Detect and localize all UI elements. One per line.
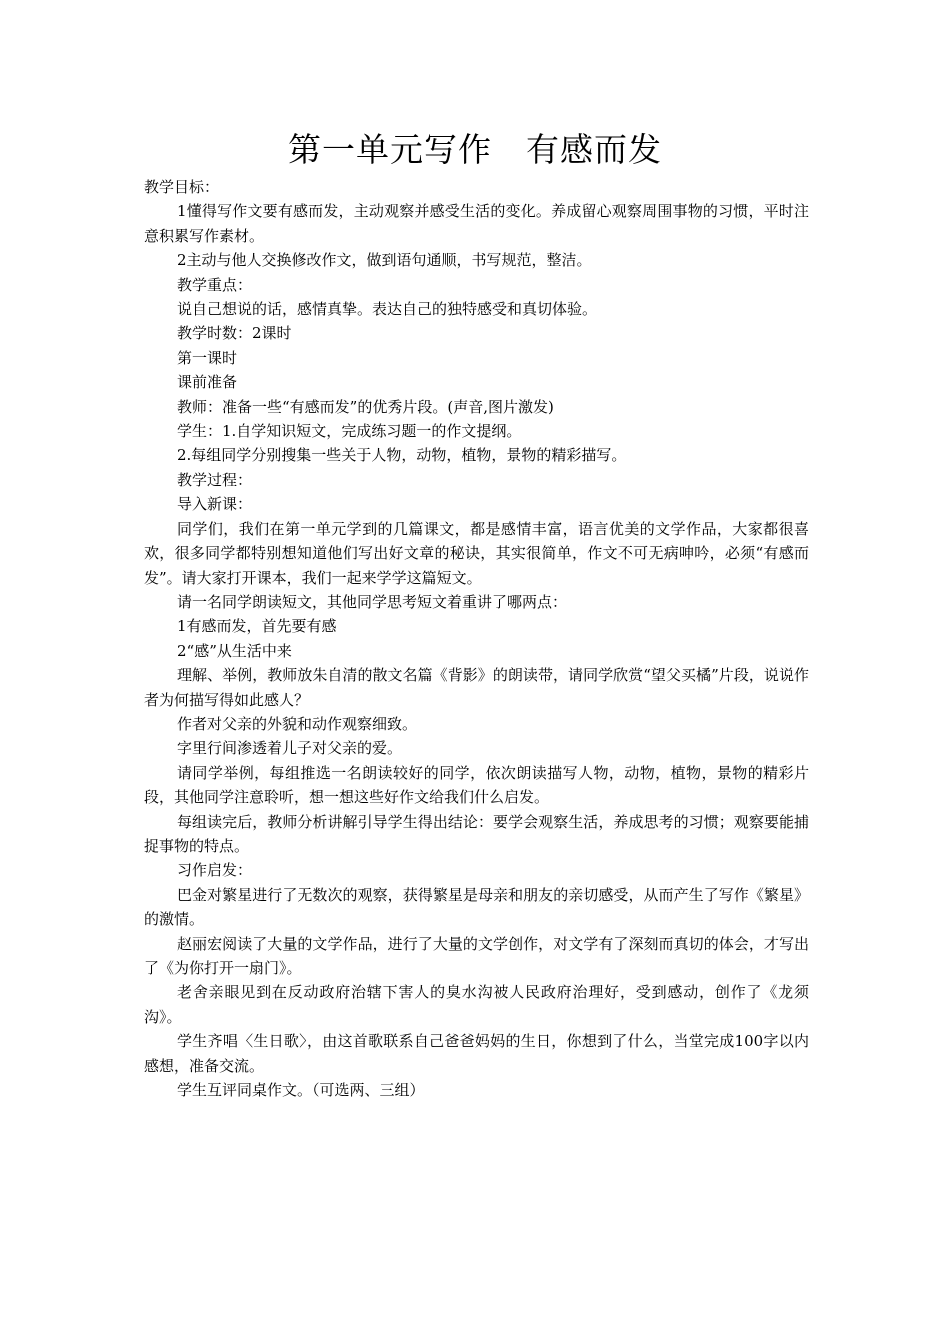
- paragraph: 理解、举例，教师放朱自清的散文名篇《背影》的朗读带，请同学欣赏“望父买橘”片段，说说作者为何描写得如此感人？: [144, 666, 809, 709]
- paragraph: 学生齐唱〈生日歌〉，由这首歌联系自己爸爸妈妈的生日，你想到了什么，当堂完成100字以内感想，准备交流。: [144, 1032, 809, 1075]
- paragraph: 1有感而发，首先要有感: [177, 617, 337, 636]
- paragraph: 2“感”从生活中来: [177, 641, 292, 660]
- paragraph: 学生互评同桌作文。（可选两、三组）: [177, 1081, 425, 1100]
- paragraph: 习作启发：: [177, 861, 253, 880]
- paragraph: 字里行间渗透着儿子对父亲的爱。: [177, 739, 403, 758]
- paragraph: 教学过程：: [177, 470, 253, 489]
- paragraph: 教学目标：: [144, 178, 220, 196]
- paragraph: 导入新课：: [177, 495, 253, 514]
- paragraph: 赵丽宏阅读了大量的文学作品，进行了大量的文学创作，对文学有了深刻而真切的体会，才写出了《为你打开一扇门》。: [144, 934, 809, 977]
- paragraph: 课前准备: [177, 373, 238, 392]
- paragraph: 请一名同学朗读短文，其他同学思考短文着重讲了哪两点：: [177, 592, 568, 611]
- paragraph: 教学重点：: [177, 275, 253, 294]
- paragraph: 教学时数：2课时: [177, 324, 292, 343]
- paragraph: 老舍亲眼见到在反动政府治辖下害人的臭水沟被人民政府治理好，受到感动，创作了《龙须沟》。: [144, 983, 809, 1026]
- document-body: [144, 175, 809, 1102]
- paragraph: 1懂得写作文要有感而发，主动观察并感受生活的变化。养成留心观察周围事物的习惯，平时注意积累写作素材。: [144, 202, 809, 245]
- paragraph: 请同学举例，每组推选一名朗读较好的同学，依次朗读描写人物，动物，植物，景物的精彩片段，其他同学注意聆听，想一想这些好作文给我们什么启发。: [144, 763, 809, 807]
- paragraph: 每组读完后，教师分析讲解引导学生得出结论：要学会观察生活，养成思考的习惯；观察要能捕捉事物的特点。: [144, 812, 809, 855]
- paragraph: 教师：准备一些“有感而发”的优秀片段。(声音,图片激发): [177, 397, 554, 416]
- paragraph: 同学们，我们在第一单元学到的几篇课文，都是感情丰富，语言优美的文学作品，大家都很喜欢，很多同学都特别想知道他们写出好文章的秘诀，其实很简单，作文不可无病呻吟，必须“有感而发”。请大家打开课本，我们一起来学学这篇短文。: [144, 519, 809, 587]
- paragraph: 作者对父亲的外貌和动作观察细致。: [177, 714, 418, 733]
- page-title: 第一单元写作 有感而发: [288, 130, 662, 169]
- paragraph: 巴金对繁星进行了无数次的观察，获得繁星是母亲和朋友的亲切感受，从而产生了写作《繁星》的激情。: [144, 885, 809, 929]
- paragraph: 2.每组同学分别搜集一些关于人物，动物，植物，景物的精彩描写。: [177, 446, 627, 465]
- paragraph: 第一课时: [177, 348, 238, 367]
- paragraph: 说自己想说的话，感情真挚。表达自己的独特感受和真切体验。: [177, 300, 598, 319]
- paragraph: 学生：1.自学知识短文，完成练习题一的作文提纲。: [177, 422, 522, 441]
- paragraph: 2主动与他人交换修改作文，做到语句通顺，书写规范，整洁。: [177, 251, 592, 270]
